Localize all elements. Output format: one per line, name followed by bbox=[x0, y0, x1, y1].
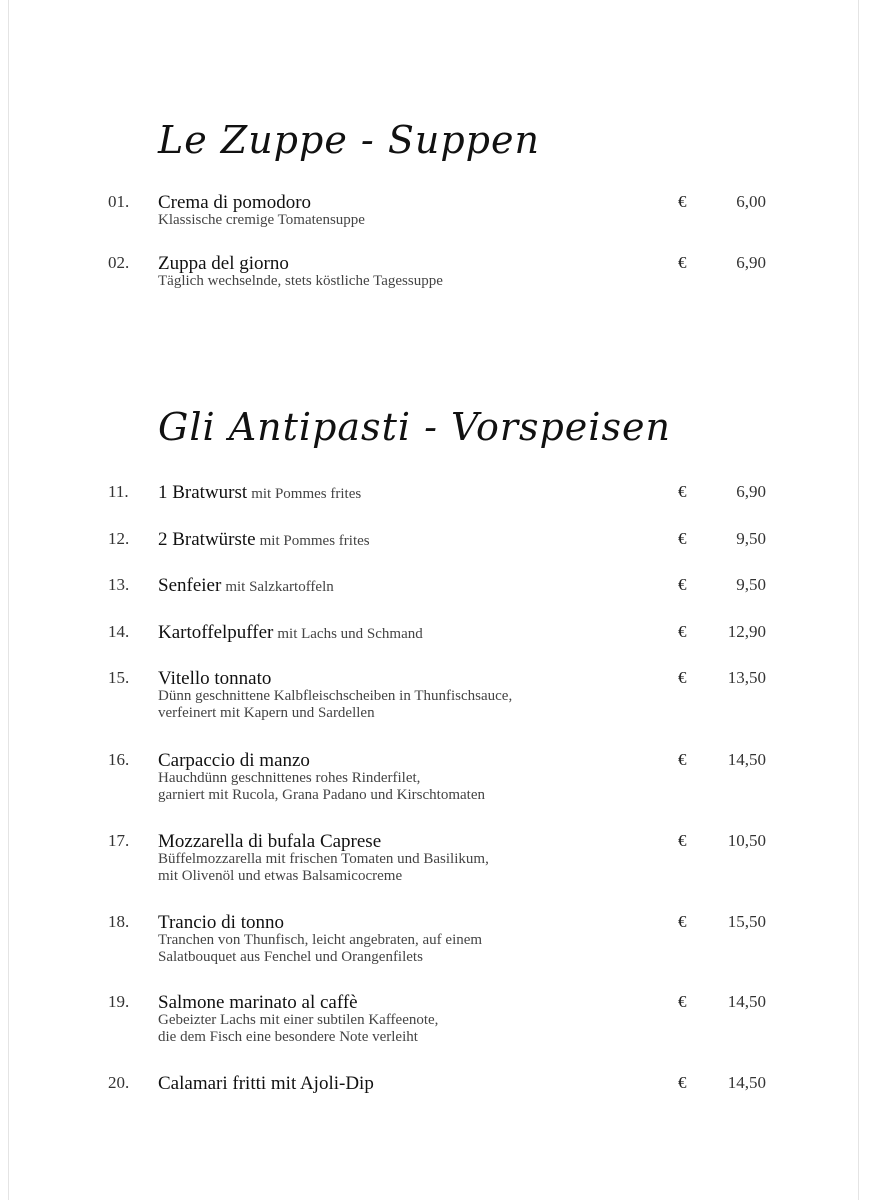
item-number: 16. bbox=[108, 750, 130, 769]
item-name: Vitello tonnato bbox=[158, 668, 272, 689]
item-number: 19. bbox=[108, 992, 130, 1011]
item-name-line bbox=[158, 912, 284, 934]
item-name: 2 Bratwürste bbox=[158, 529, 256, 550]
item-description bbox=[158, 770, 485, 804]
item-name-suffix: mit Pommes frites bbox=[251, 486, 362, 502]
currency-symbol: € bbox=[678, 831, 687, 850]
item-number: 20. bbox=[108, 1073, 130, 1092]
item-name-line bbox=[158, 529, 370, 551]
item-name: Kartoffelpuffer bbox=[158, 622, 274, 643]
item-name: Mozzarella di bufala Caprese bbox=[158, 831, 382, 852]
item-number: 11. bbox=[108, 482, 129, 501]
currency-symbol: € bbox=[678, 668, 687, 687]
item-number: 01. bbox=[108, 192, 130, 211]
item-number: 02. bbox=[108, 253, 130, 272]
item-price: 6,00 bbox=[736, 192, 766, 211]
item-name: Crema di pomodoro bbox=[158, 192, 312, 213]
item-description-line: garniert mit Rucola, Grana Padano und Kirschtomaten bbox=[158, 787, 485, 803]
item-price: 14,50 bbox=[727, 750, 766, 769]
item-description-line: mit Olivenöl und etwas Balsamicocreme bbox=[158, 868, 403, 884]
item-name-line bbox=[158, 192, 311, 214]
item-description-line: die dem Fisch eine besondere Note verleiht bbox=[158, 1029, 418, 1045]
item-description bbox=[158, 688, 512, 722]
item-description bbox=[158, 851, 489, 885]
item-name-line bbox=[158, 482, 361, 504]
section-title-vorspeisen: Gli Antipasti - Vorspeisen bbox=[158, 405, 671, 449]
item-name-line bbox=[158, 668, 271, 690]
item-name-line bbox=[158, 992, 358, 1014]
item-price: 14,50 bbox=[727, 992, 766, 1011]
currency-symbol: € bbox=[678, 253, 687, 272]
item-name-line bbox=[158, 750, 310, 772]
item-name-suffix: mit Lachs und Schmand bbox=[277, 626, 423, 642]
item-name: Trancio di tonno bbox=[158, 912, 284, 933]
currency-symbol: € bbox=[678, 192, 687, 211]
currency-symbol: € bbox=[678, 912, 687, 931]
page-edge-right bbox=[858, 0, 859, 1200]
item-price: 13,50 bbox=[727, 668, 766, 687]
item-name: Senfeier bbox=[158, 575, 222, 596]
item-description bbox=[158, 1012, 438, 1046]
currency-symbol: € bbox=[678, 1073, 687, 1092]
item-name-line bbox=[158, 575, 334, 597]
item-description-line: Salatbouquet aus Fenchel und Orangenfilets bbox=[158, 949, 423, 965]
item-name: Salmone marinato al caffè bbox=[158, 992, 358, 1013]
item-name-suffix: mit Pommes frites bbox=[259, 533, 370, 549]
item-price: 12,90 bbox=[727, 622, 766, 641]
item-name: Calamari fritti mit Ajoli-Dip bbox=[158, 1073, 374, 1094]
currency-symbol: € bbox=[678, 992, 687, 1011]
item-description bbox=[158, 932, 482, 966]
currency-symbol: € bbox=[678, 482, 687, 501]
item-number: 14. bbox=[108, 622, 130, 641]
currency-symbol: € bbox=[678, 750, 687, 769]
item-number: 12. bbox=[108, 529, 130, 548]
item-name-line bbox=[158, 831, 381, 853]
item-name: 1 Bratwurst bbox=[158, 482, 248, 503]
item-name-suffix: mit Salzkartoffeln bbox=[225, 579, 334, 595]
item-price: 14,50 bbox=[727, 1073, 766, 1092]
item-description-line: Hauchdünn geschnittenes rohes Rinderfilet, bbox=[158, 770, 421, 786]
item-number: 18. bbox=[108, 912, 130, 931]
item-price: 6,90 bbox=[736, 253, 766, 272]
item-description-line: verfeinert mit Kapern und Sardellen bbox=[158, 705, 375, 721]
item-price: 9,50 bbox=[736, 575, 766, 594]
item-description bbox=[158, 212, 365, 229]
currency-symbol: € bbox=[678, 575, 687, 594]
item-number: 15. bbox=[108, 668, 130, 687]
item-description-line: Dünn geschnittene Kalbfleischscheiben in Thunfischsauce, bbox=[158, 688, 513, 704]
item-name: Carpaccio di manzo bbox=[158, 750, 310, 771]
item-price: 15,50 bbox=[727, 912, 766, 931]
page-edge-left bbox=[8, 0, 9, 1200]
item-name-line bbox=[158, 253, 289, 275]
item-price: 6,90 bbox=[736, 482, 766, 501]
currency-symbol: € bbox=[678, 622, 687, 641]
item-description-line: Gebeizter Lachs mit einer subtilen Kaffeenote, bbox=[158, 1012, 439, 1028]
item-name: Zuppa del giorno bbox=[158, 253, 289, 274]
item-name-line bbox=[158, 622, 423, 644]
item-price: 10,50 bbox=[727, 831, 766, 850]
item-price: 9,50 bbox=[736, 529, 766, 548]
item-description-line: Tranchen von Thunfisch, leicht angebraten, auf einem bbox=[158, 932, 483, 948]
item-description-line: Täglich wechselnde, stets köstliche Tagessuppe bbox=[158, 273, 443, 289]
item-number: 17. bbox=[108, 831, 130, 850]
item-name-line bbox=[158, 1073, 374, 1095]
item-number: 13. bbox=[108, 575, 130, 594]
item-description-line: Klassische cremige Tomatensuppe bbox=[158, 212, 365, 228]
currency-symbol: € bbox=[678, 529, 687, 548]
section-title-suppen: Le Zuppe - Suppen bbox=[158, 118, 540, 162]
item-description bbox=[158, 273, 443, 290]
item-description-line: Büffelmozzarella mit frischen Tomaten und Basilikum, bbox=[158, 851, 489, 867]
